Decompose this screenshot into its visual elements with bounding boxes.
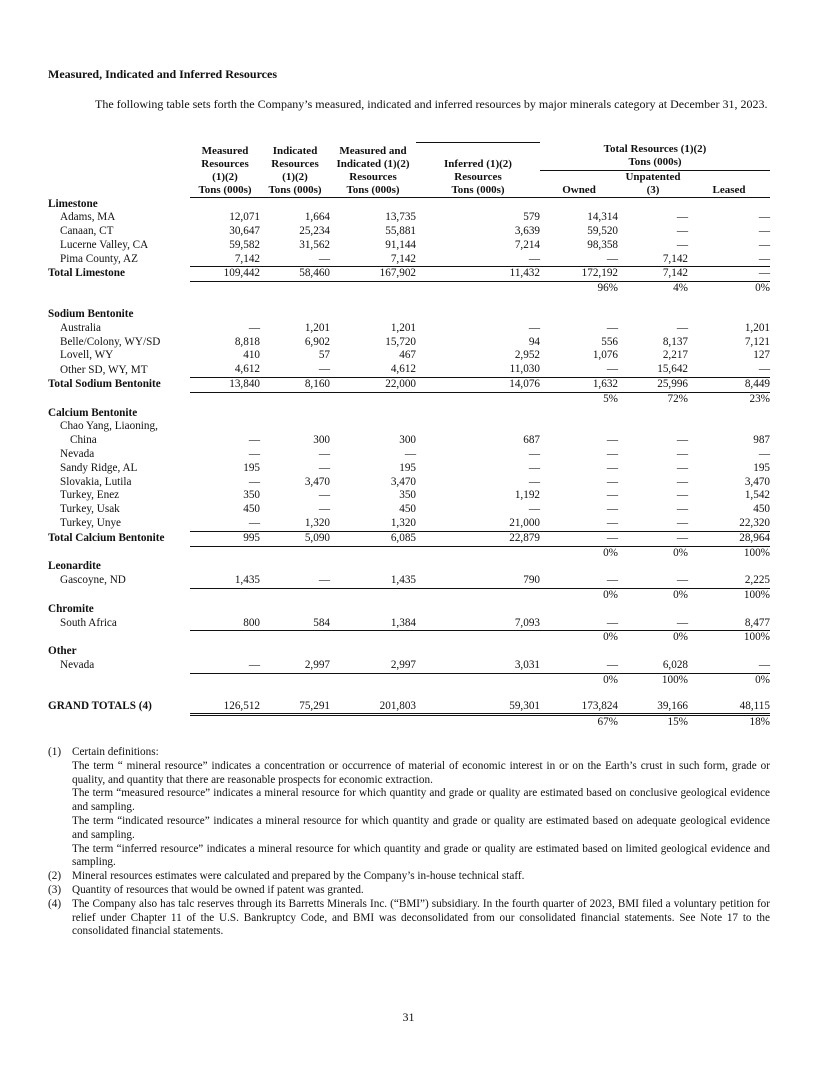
value-cell: 2,225: [688, 574, 770, 588]
row-label: Pima County, AZ: [60, 252, 138, 265]
value-cell: —: [606, 503, 618, 516]
footnote: [48, 746, 770, 870]
table-row: [48, 225, 770, 239]
value-cell: 800: [190, 617, 260, 631]
value-cell: —: [540, 363, 618, 377]
footnotes: [48, 746, 770, 939]
value-cell: 300: [313, 434, 330, 447]
footnote-key: (1): [48, 746, 62, 758]
footnote-text: [72, 870, 770, 884]
value-cell: 350: [399, 489, 416, 502]
header-line: Resources: [271, 157, 319, 170]
percent-cell: 67%: [597, 716, 618, 729]
value-cell: 3,470: [744, 475, 770, 488]
value-cell: 7,093: [416, 617, 540, 631]
col-indicated-header: [260, 143, 330, 198]
table-row: [48, 645, 770, 659]
footnote-key: (4): [48, 897, 62, 910]
value-cell: —: [676, 461, 688, 474]
footnote-key: (2): [48, 870, 62, 883]
table-row: [48, 253, 770, 267]
percent-cell: 72%: [667, 392, 688, 405]
value-cell: 25,996: [618, 378, 688, 393]
footnote: [48, 884, 770, 898]
value-cell: —: [260, 253, 330, 267]
value-cell: —: [618, 531, 688, 546]
percent-cell: 96%: [597, 282, 618, 295]
table-row: [48, 503, 770, 517]
table-row: [48, 282, 770, 296]
value-cell: —: [618, 574, 688, 588]
table-row: [48, 531, 770, 546]
value-cell: 8,137: [662, 335, 688, 348]
percent-cell: 0%: [755, 673, 770, 686]
table-row: [48, 659, 770, 673]
footnote-line: The Company also has talc reserves through its Barretts Minerals Inc. (“BMI”) subsidiary. In the fourth quarter of 2023, BMI filed a voluntary petition for relief under Chapter 11 of the U.S. Bankruptcy Code, and BMI was deconsolidated from our consolidated financial statements. See Note 17 to the consolidated financial statements.: [72, 897, 770, 938]
header-line: Indicated: [272, 144, 318, 157]
value-cell: —: [540, 531, 618, 546]
percent-cell: 100%: [661, 673, 688, 686]
value-cell: —: [260, 574, 330, 588]
value-cell: —: [318, 489, 330, 502]
footnote-key: (3): [48, 883, 62, 896]
value-cell: —: [190, 517, 260, 531]
table-row: [48, 420, 770, 434]
percent-cell: 0%: [673, 589, 688, 602]
value-cell: 1,201: [390, 321, 416, 334]
value-cell: 7,121: [744, 335, 770, 348]
value-cell: 7,142: [618, 267, 688, 282]
value-cell: —: [318, 448, 330, 461]
value-cell: 195: [243, 461, 260, 474]
value-cell: 450: [399, 503, 416, 516]
value-cell: —: [190, 659, 260, 673]
row-label: Canaan, CT: [60, 225, 114, 238]
value-cell: —: [758, 448, 770, 461]
row-label: Turkey, Enez: [60, 489, 120, 502]
value-cell: 2,217: [662, 349, 688, 362]
row-label: China: [70, 434, 97, 447]
table-row: [48, 603, 770, 617]
row-label: Total Limestone: [48, 267, 125, 280]
value-cell: 6,028: [618, 659, 688, 673]
value-cell: —: [606, 461, 618, 474]
header-line: (1)(2): [212, 170, 238, 183]
value-cell: 579: [523, 211, 540, 224]
percent-cell: 100%: [743, 589, 770, 602]
value-cell: 467: [399, 349, 416, 362]
value-cell: 48,115: [688, 700, 770, 715]
value-cell: —: [528, 321, 540, 334]
value-cell: —: [618, 617, 688, 631]
header-line: Tons (000s): [451, 183, 505, 196]
table-row: [48, 434, 770, 448]
value-cell: 1,384: [330, 617, 416, 631]
value-cell: 7,214: [514, 238, 540, 251]
value-cell: 1,435: [330, 574, 416, 588]
footnote-line: The term “ mineral resource” indicates a concentration or occurrence of material of economic interest in or on the Earth’s crust in such form, grade or quality, and quantity that there are reasonable prospects for economic extraction.: [72, 759, 770, 786]
value-cell: —: [606, 434, 618, 447]
value-cell: 410: [243, 349, 260, 362]
value-cell: 126,512: [190, 700, 260, 715]
table-row: [48, 239, 770, 253]
value-cell: —: [676, 475, 688, 488]
percent-cell: 0%: [603, 631, 618, 644]
value-cell: 5,090: [260, 531, 330, 546]
value-cell: 6,902: [304, 335, 330, 348]
table-row: [48, 489, 770, 503]
table-row: [48, 336, 770, 350]
value-cell: 22,320: [688, 517, 770, 531]
footnote-line: Mineral resources estimates were calculated and prepared by the Company’s in-house technical staff.: [72, 870, 525, 883]
header-line: (3): [646, 183, 660, 196]
value-cell: 173,824: [540, 700, 618, 715]
value-cell: 450: [243, 503, 260, 516]
value-cell: —: [528, 448, 540, 461]
value-cell: —: [528, 475, 540, 488]
value-cell: 15,720: [385, 335, 416, 348]
value-cell: 1,076: [592, 349, 618, 362]
table-row: [48, 700, 770, 715]
value-cell: 1,201: [744, 321, 770, 334]
value-cell: —: [404, 448, 416, 461]
value-cell: —: [528, 503, 540, 516]
value-cell: 995: [190, 531, 260, 546]
value-cell: 59,582: [229, 238, 260, 251]
value-cell: 350: [243, 489, 260, 502]
table-row: [48, 308, 770, 322]
section-label: Sodium Bentonite: [48, 308, 134, 321]
value-cell: 8,477: [688, 617, 770, 631]
header-line: (1)(2): [282, 170, 308, 183]
value-cell: —: [248, 434, 260, 447]
value-cell: 55,881: [385, 225, 416, 238]
section-label: Limestone: [48, 197, 98, 210]
col-total-header: [540, 143, 770, 171]
value-cell: 1,664: [304, 211, 330, 224]
percent-cell: 23%: [749, 392, 770, 405]
row-label: Turkey, Unye: [60, 517, 122, 530]
footnote-line: Certain definitions:: [72, 746, 159, 758]
value-cell: —: [688, 253, 770, 267]
value-cell: 1,320: [330, 517, 416, 531]
col-inferred-header: [416, 143, 540, 198]
value-cell: 7,142: [330, 253, 416, 267]
value-cell: 59,301: [416, 700, 540, 715]
value-cell: 22,879: [416, 531, 540, 546]
value-cell: —: [540, 659, 618, 673]
row-label: Nevada: [60, 659, 95, 672]
value-cell: 3,470: [304, 475, 330, 488]
row-label: Chao Yang, Liaoning,: [60, 420, 158, 433]
value-cell: 6,085: [330, 531, 416, 546]
col-owned-header: Owned: [540, 170, 618, 197]
percent-cell: 0%: [603, 546, 618, 559]
table-row: [48, 267, 770, 282]
value-cell: 687: [523, 434, 540, 447]
value-cell: 57: [318, 349, 330, 362]
col-leased-header: Leased: [688, 170, 770, 197]
value-cell: —: [248, 448, 260, 461]
value-cell: —: [318, 503, 330, 516]
section-label: Chromite: [48, 602, 94, 615]
value-cell: 1,320: [260, 517, 330, 531]
value-cell: 109,442: [190, 267, 260, 282]
value-cell: —: [676, 225, 688, 238]
header-line: Tons (000s): [346, 183, 400, 196]
value-cell: —: [248, 321, 260, 334]
value-cell: 1,201: [304, 321, 330, 334]
value-cell: 91,144: [385, 238, 416, 251]
value-cell: —: [758, 211, 770, 224]
table-row: [48, 589, 770, 603]
value-cell: 3,470: [390, 475, 416, 488]
value-cell: —: [318, 461, 330, 474]
header-line: Indicated (1)(2): [336, 157, 410, 170]
value-cell: —: [606, 489, 618, 502]
header-line: Resources: [349, 170, 397, 183]
section-label: Calcium Bentonite: [48, 406, 138, 419]
value-cell: 987: [753, 434, 770, 447]
percent-cell: 0%: [603, 673, 618, 686]
table-row: [48, 462, 770, 476]
table-row: [48, 363, 770, 377]
value-cell: 7,142: [618, 253, 688, 267]
header-line: Resources: [454, 170, 502, 183]
row-label: Nevada: [60, 448, 95, 461]
value-cell: 25,234: [299, 225, 330, 238]
footnote-text: [72, 898, 770, 939]
value-cell: —: [260, 363, 330, 377]
percent-cell: 4%: [673, 282, 688, 295]
percent-cell: 100%: [743, 631, 770, 644]
value-cell: —: [676, 448, 688, 461]
value-cell: —: [248, 475, 260, 488]
row-label: Belle/Colony, WY/SD: [60, 335, 161, 348]
value-cell: 14,314: [587, 211, 618, 224]
value-cell: 2,952: [514, 349, 540, 362]
value-cell: 39,166: [618, 700, 688, 715]
value-cell: —: [528, 461, 540, 474]
percent-cell: 0%: [755, 282, 770, 295]
header-line: Measured and: [339, 144, 407, 157]
table-row: [48, 574, 770, 588]
value-cell: —: [606, 448, 618, 461]
value-cell: —: [416, 253, 540, 267]
table-row: [48, 560, 770, 574]
header-line: Tons (000s): [198, 183, 252, 196]
value-cell: 1,192: [514, 489, 540, 502]
value-cell: —: [540, 253, 618, 267]
value-cell: —: [540, 617, 618, 631]
value-cell: 11,432: [416, 267, 540, 282]
footnote-line: The term “measured resource” indicates a mineral resource for which quantity and grade or quality are estimated based on conclusive geological evidence and sampling.: [72, 787, 770, 814]
value-cell: 3,639: [514, 225, 540, 238]
value-cell: 450: [753, 503, 770, 516]
intro-paragraph: The following table sets forth the Company’s measured, indicated and inferred resources by major minerals category at December 31, 2023.: [95, 97, 768, 111]
page-number: 31: [402, 1010, 415, 1024]
row-label: Slovakia, Lutila: [60, 475, 132, 488]
footnote-line: Quantity of resources that would be owned if patent was granted.: [72, 883, 364, 896]
table-row: [48, 211, 770, 225]
value-cell: 1,632: [540, 378, 618, 393]
percent-cell: 100%: [743, 546, 770, 559]
value-cell: 3,031: [416, 659, 540, 673]
table-row: [48, 517, 770, 531]
footnote-line: The term “inferred resource” indicates a mineral resource for which quantity and grade or quality are estimated based on limited geological evidence and sampling.: [72, 842, 770, 869]
value-cell: 30,647: [229, 225, 260, 238]
value-cell: 2,997: [260, 659, 330, 673]
value-cell: 8,160: [260, 378, 330, 393]
footnote-text: [72, 884, 770, 898]
row-label: South Africa: [60, 616, 117, 629]
value-cell: —: [676, 489, 688, 502]
header-line: Inferred (1)(2): [444, 157, 512, 170]
value-cell: 790: [416, 574, 540, 588]
row-label: Lovell, WY: [60, 349, 114, 362]
footnote: [48, 870, 770, 884]
header-line: Measured: [201, 144, 249, 157]
value-cell: 13,735: [385, 211, 416, 224]
value-cell: 8,818: [234, 335, 260, 348]
row-label: Australia: [60, 321, 102, 334]
value-cell: 2,997: [330, 659, 416, 673]
value-cell: 13,840: [190, 378, 260, 393]
value-cell: 172,192: [540, 267, 618, 282]
value-cell: —: [606, 475, 618, 488]
table-row: [48, 715, 770, 730]
table-row: [48, 296, 770, 308]
row-label: Turkey, Usak: [60, 503, 120, 516]
table-row: [48, 631, 770, 645]
value-cell: 94: [528, 335, 540, 348]
value-cell: —: [676, 211, 688, 224]
value-cell: 22,000: [330, 378, 416, 393]
percent-cell: 15%: [667, 716, 688, 729]
table-row: [48, 448, 770, 462]
section-label: Leonardite: [48, 560, 101, 573]
footnote-line: The term “indicated resource” indicates a mineral resource for which quantity and grade or quality are estimated based on adequate geological evidence and sampling.: [72, 814, 770, 841]
table-row: [48, 688, 770, 700]
value-cell: —: [688, 659, 770, 673]
value-cell: 59,520: [587, 225, 618, 238]
value-cell: 127: [753, 349, 770, 362]
value-cell: —: [676, 503, 688, 516]
resources-table: [48, 142, 770, 730]
table-row: [48, 546, 770, 560]
value-cell: —: [758, 225, 770, 238]
value-cell: 4,612: [190, 363, 260, 377]
table-row: [48, 476, 770, 490]
table-row: [48, 349, 770, 363]
header-line: Tons (000s): [628, 155, 682, 168]
value-cell: —: [758, 238, 770, 251]
row-label: Lucerne Valley, CA: [60, 238, 149, 251]
footnote-text: [72, 746, 770, 870]
value-cell: —: [688, 363, 770, 377]
value-cell: 167,902: [330, 267, 416, 282]
percent-cell: 5%: [603, 392, 618, 405]
row-label: Other SD, WY, MT: [60, 363, 148, 376]
row-label: Sandy Ridge, AL: [60, 461, 138, 474]
value-cell: 75,291: [260, 700, 330, 715]
value-cell: 31,562: [299, 238, 330, 251]
value-cell: 195: [753, 461, 770, 474]
value-cell: —: [618, 517, 688, 531]
value-cell: 11,030: [416, 363, 540, 377]
percent-cell: 0%: [673, 631, 688, 644]
row-label: Total Sodium Bentonite: [48, 378, 161, 391]
value-cell: 12,071: [229, 211, 260, 224]
value-cell: 14,076: [416, 378, 540, 393]
value-cell: —: [540, 574, 618, 588]
percent-cell: 0%: [673, 546, 688, 559]
table-row: [48, 392, 770, 406]
value-cell: 556: [601, 335, 618, 348]
table-row: [48, 197, 770, 211]
row-label: Adams, MA: [60, 211, 116, 224]
value-cell: 15,642: [618, 363, 688, 377]
percent-cell: 18%: [749, 716, 770, 729]
value-cell: —: [606, 321, 618, 334]
row-label: GRAND TOTALS (4): [48, 700, 152, 713]
value-cell: 8,449: [688, 378, 770, 393]
section-heading: Measured, Indicated and Inferred Resources: [48, 67, 277, 81]
value-cell: 1,542: [744, 489, 770, 502]
value-cell: 584: [260, 617, 330, 631]
value-cell: 58,460: [260, 267, 330, 282]
row-label: Total Calcium Bentonite: [48, 531, 165, 544]
value-cell: 98,358: [587, 238, 618, 251]
value-cell: 4,612: [330, 363, 416, 377]
header-line: Tons (000s): [268, 183, 322, 196]
value-cell: —: [676, 238, 688, 251]
section-label: Other: [48, 645, 77, 658]
footnote: [48, 898, 770, 939]
row-label: Gascoyne, ND: [60, 574, 126, 587]
value-cell: 1,435: [190, 574, 260, 588]
value-cell: —: [540, 517, 618, 531]
col-measured-indicated-header: [330, 143, 416, 198]
value-cell: 28,964: [688, 531, 770, 546]
value-cell: —: [676, 434, 688, 447]
value-cell: 21,000: [416, 517, 540, 531]
value-cell: 195: [399, 461, 416, 474]
value-cell: 7,142: [190, 253, 260, 267]
header-line: Unpatented: [625, 170, 681, 183]
value-cell: 300: [399, 434, 416, 447]
value-cell: 201,803: [330, 700, 416, 715]
header-line: Total Resources (1)(2): [603, 142, 707, 155]
value-cell: —: [688, 267, 770, 282]
table-row: [48, 407, 770, 421]
value-cell: —: [676, 321, 688, 334]
col-unpatented-header: [618, 170, 688, 197]
table-row: [48, 378, 770, 393]
header-line: Resources: [201, 157, 249, 170]
table-row: [48, 617, 770, 631]
table-row: [48, 322, 770, 336]
table-row: [48, 673, 770, 687]
col-measured-header: [190, 143, 260, 198]
percent-cell: 0%: [603, 589, 618, 602]
